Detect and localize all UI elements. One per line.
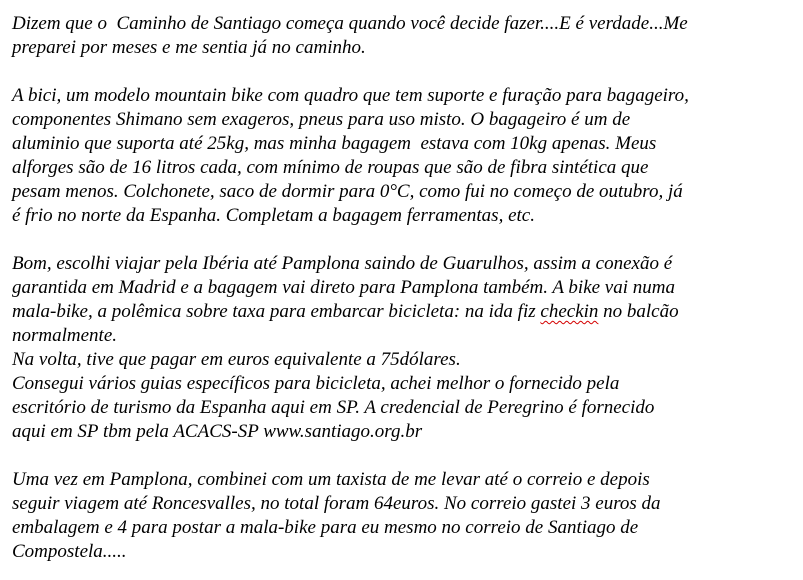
text-line: Consegui vários guias específicos para bicicleta, achei melhor o fornecido pela	[12, 373, 620, 394]
paragraph-gap	[12, 444, 797, 468]
paragraph-4	[12, 468, 797, 564]
text-line: aqui em SP tbm pela ACACS-SP www.santiago.org.br	[12, 421, 423, 442]
text-line: Dizem que o Caminho de Santiago começa quando você decide fazer....E é verdade...Me	[12, 13, 688, 34]
text-line: garantida em Madrid e a bagagem vai direto para Pamplona também. A bike vai numa	[12, 277, 675, 298]
text-line: seguir viagem até Roncesvalles, no total foram 64euros. No correio gastei 3 euros da	[12, 493, 661, 514]
text-line: Compostela.....	[12, 541, 127, 562]
text-line: alforges são de 16 litros cada, com mínimo de roupas que são de fibra sintética que	[12, 157, 649, 178]
paragraph-2	[12, 84, 797, 228]
text-line: preparei por meses e me sentia já no caminho.	[12, 37, 366, 58]
text-line	[12, 300, 797, 324]
text-segment: no balcão	[598, 301, 679, 322]
text-line: escritório de turismo da Espanha aqui em SP. A credencial de Peregrino é fornecido	[12, 397, 655, 418]
text-line: pesam menos. Colchonete, saco de dormir para 0°C, como fui no começo de outubro, já	[12, 181, 683, 202]
text-line: normalmente.	[12, 325, 118, 346]
paragraph-gap	[12, 228, 797, 252]
paragraph-gap	[12, 60, 797, 84]
text-line: Na volta, tive que pagar em euros equivalente a 75dólares.	[12, 349, 461, 370]
document-body	[12, 0, 797, 564]
text-line: Bom, escolhi viajar pela Ibéria até Pamplona saindo de Guarulhos, assim a conexão é	[12, 253, 673, 274]
text-segment: mala-bike, a polêmica sobre taxa para embarcar bicicleta: na ida fiz	[12, 301, 541, 322]
text-line: componentes Shimano sem exageros, pneus para uso misto. O bagageiro é um de	[12, 109, 631, 130]
spellcheck-flagged-word[interactable]: checkin	[540, 301, 599, 322]
text-line: A bici, um modelo mountain bike com quadro que tem suporte e furação para bagageiro,	[12, 85, 689, 106]
paragraph-3	[12, 252, 797, 444]
text-line: aluminio que suporta até 25kg, mas minha bagagem estava com 10kg apenas. Meus	[12, 133, 657, 154]
text-line: embalagem e 4 para postar a mala-bike para eu mesmo no correio de Santiago de	[12, 517, 639, 538]
text-line: Uma vez em Pamplona, combinei com um taxista de me levar até o correio e depois	[12, 469, 650, 490]
paragraph-1	[12, 12, 797, 60]
text-line: é frio no norte da Espanha. Completam a bagagem ferramentas, etc.	[12, 205, 535, 226]
